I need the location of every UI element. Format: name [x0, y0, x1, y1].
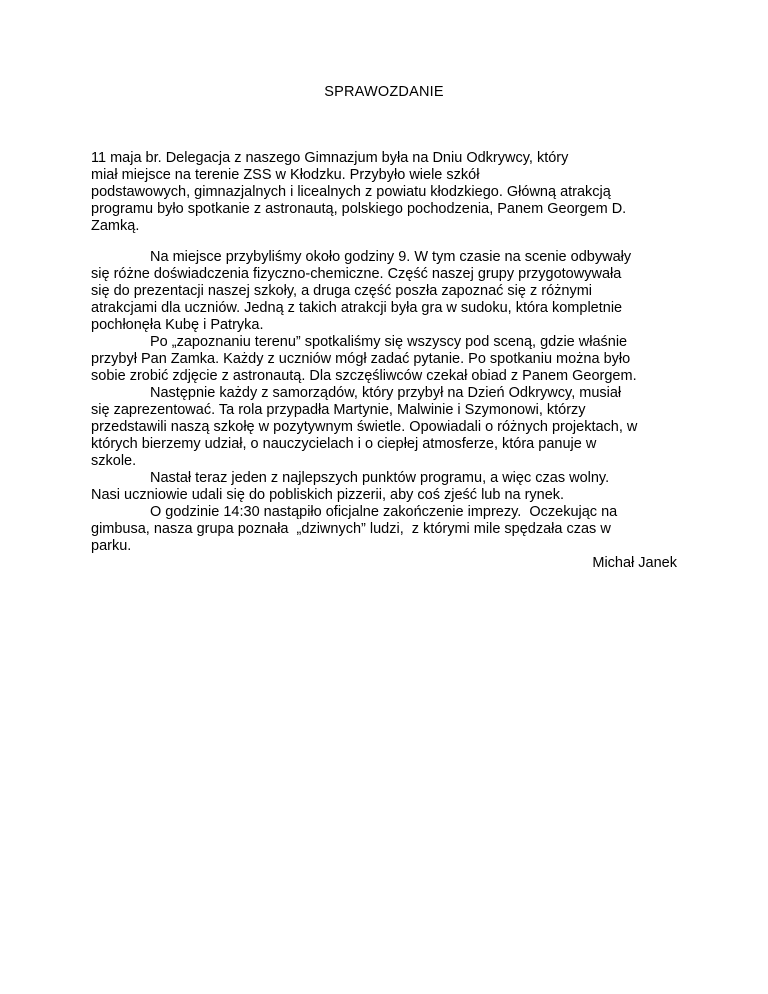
author-signature: Michał Janek — [592, 555, 677, 571]
report-body — [91, 150, 691, 555]
text-line: szkole. — [91, 453, 137, 469]
paragraph-intro — [91, 150, 691, 235]
text-line: 11 maja br. Delegacja z naszego Gimnazjum była na Dniu Odkrywcy, który — [91, 150, 569, 166]
text-line: miał miejsce na terenie ZSS w Kłodzku. Przybyło wiele szkół — [91, 167, 480, 183]
text-line: gimbusa, nasza grupa poznała „dziwnych” ludzi, z którymi mile spędzała czas w — [91, 521, 611, 537]
document-title: SPRAWOZDANIE — [324, 84, 444, 100]
text-line: przedstawili naszą szkołę w pozytywnym świetle. Opowiadali o różnych projektach, w — [91, 419, 638, 435]
text-line: O godzinie 14:30 nastąpiło oficjalne zakończenie imprezy. Oczekując na — [150, 504, 618, 520]
text-line: parku. — [91, 538, 132, 554]
text-line: których bierzemy udział, o nauczycielach i o ciepłej atmosferze, która panuje w — [91, 436, 597, 452]
text-line: atrakcjami dla uczniów. Jedną z takich atrakcji była gra w sudoku, która kompletnie — [91, 300, 623, 316]
text-line: się zaprezentować. Ta rola przypadła Martynie, Malwinie i Szymonowi, którzy — [91, 402, 586, 418]
text-line: Na miejsce przybyliśmy około godziny 9. W tym czasie na scenie odbywały — [150, 249, 632, 265]
text-line: się różne doświadczenia fizyczno-chemiczne. Część naszej grupy przygotowywała — [91, 266, 622, 282]
text-line: sobie zrobić zdjęcie z astronautą. Dla szczęśliwców czekał obiad z Panem Georgem. — [91, 368, 637, 384]
text-line: programu było spotkanie z astronautą, polskiego pochodzenia, Panem Georgem D. — [91, 201, 627, 217]
text-line: Zamką. — [91, 218, 140, 234]
paragraph-arrival — [91, 249, 691, 334]
paragraph-meeting — [91, 334, 691, 385]
text-line: Następnie każdy z samorządów, który przybył na Dzień Odkrywcy, musiał — [150, 385, 622, 401]
text-line: się do prezentacji naszej szkoły, a druga część poszła zapoznać się z różnymi — [91, 283, 593, 299]
text-line: przybył Pan Zamka. Każdy z uczniów mógł zadać pytanie. Po spotkaniu można było — [91, 351, 631, 367]
paragraph-free-time — [91, 470, 691, 504]
text-line: Po „zapoznaniu terenu” spotkaliśmy się wszyscy pod sceną, gdzie właśnie — [150, 334, 628, 350]
text-line: pochłonęła Kubę i Patryka. — [91, 317, 264, 333]
paragraph-presentation — [91, 385, 691, 470]
text-line: Nasi uczniowie udali się do pobliskich pizzerii, aby coś zjeść lub na rynek. — [91, 487, 565, 503]
text-line: Nastał teraz jeden z najlepszych punktów programu, a więc czas wolny. — [150, 470, 610, 486]
paragraph-ending — [91, 504, 691, 555]
paragraph-spacer — [91, 235, 691, 249]
text-line: podstawowych, gimnazjalnych i licealnych z powiatu kłodzkiego. Główną atrakcją — [91, 184, 611, 200]
